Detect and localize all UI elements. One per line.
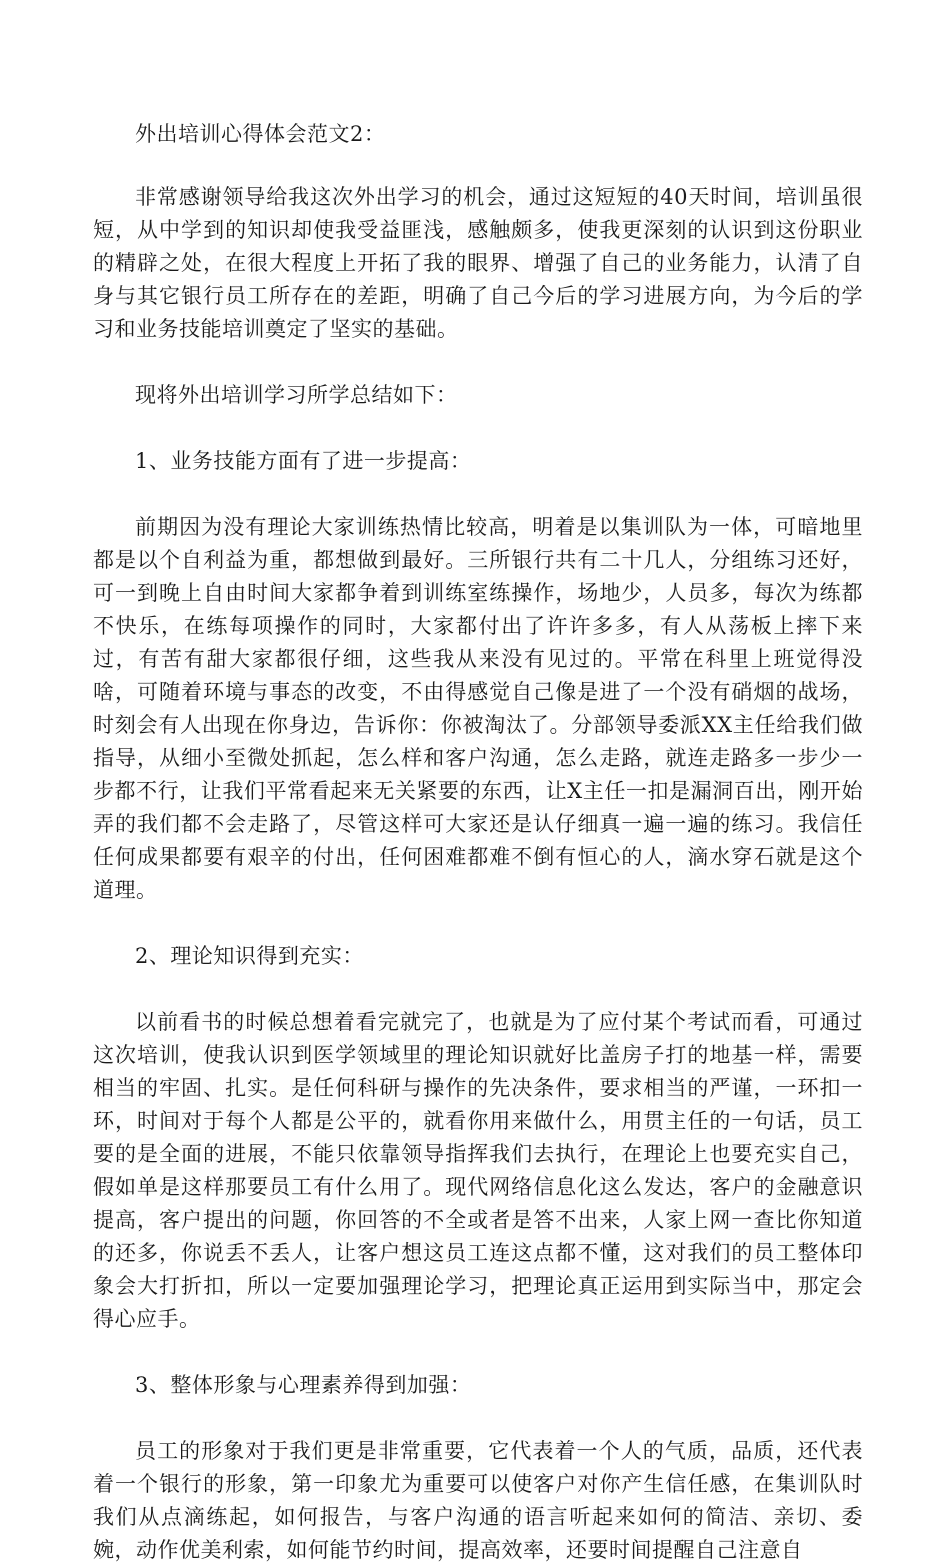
section-3-heading: 3、整体形象与心理素养得到加强： [135, 1373, 472, 1397]
section-2-body: 以前看书的时候总想着看完就完了，也就是为了应付某个考试而看，可通过这次培训，使我认识到医学领域里的理论知识就好比盖房子打的地基一样，需要相当的牢固、扎实。是任何科研与操作的先决条件，要求相当的严谨，一环扣一环，时间对于每个人都是公平的，就看你用来做什么，用贯主任的一句话，员工要的是全面的进展，不能只依靠领导指挥我们去执行，在理论上也要充实自己，假如单是这样那要员工有什么用了。现代网络信息化这么发达，客户的金融意识提高，客户提出的问题，你回答的不全或者是答不出来，人家上网一查比你知道的还多，你说丢不丢人，让客户想这员工连这点都不懂，这对我们的员工整体印象会大打折扣，所以一定要加强理论学习，把理论真正运用到实际当中，那定会得心应手。 [93, 1010, 863, 1331]
section-1-body: 前期因为没有理论大家训练热情比较高，明着是以集训队为一体，可暗地里都是以个自利益为重，都想做到最好。三所银行共有二十几人，分组练习还好，可一到晚上自由时间大家都争着到训练室练操作，场地少，人员多，每次为练都不快乐，在练每项操作的同时，大家都付出了许许多多，有人从荡板上摔下来过，有苦有甜大家都很仔细，这些我从来没有见过的。平常在科里上班觉得没啥，可随着环境与事态的改变，不由得感觉自己像是进了一个没有硝烟的战场，时刻会有人出现在你身边，告诉你：你被淘汰了。分部领导委派XX主任给我们做指导，从细小至微处抓起，怎么样和客户沟通，怎么走路，就连走路多一步少一步都不行，让我们平常看起来无关紧要的东西，让X主任一扣是漏洞百出，刚开始弄的我们都不会走路了，尽管这样可大家还是认仔细真一遍一遍的练习。我信任任何成果都要有艰辛的付出，任何困难都难不倒有恒心的人，滴水穿石就是这个道理。 [93, 515, 863, 902]
section-3-body: 员工的形象对于我们更是非常重要，它代表着一个人的气质，品质，还代表着一个银行的形象，第一印象尤为重要可以使客户对你产生信任感，在集训队时我们从点滴练起，如何报告，与客户沟通的语言听起来如何的简洁、亲切、委婉，动作优美利索，如何能节约时间，提高效率，还要时间提醒自己注意自 [93, 1439, 863, 1562]
section-1-heading: 1、业务技能方面有了进一步提高： [135, 449, 472, 473]
intro-paragraph: 非常感谢领导给我这次外出学习的机会，通过这短短的40天时间，培训虽很短，从中学到的知识却使我受益匪浅，感触颇多，使我更深刻的认识到这份职业的精辟之处，在很大程度上开拓了我的眼界、增强了自己的业务能力，认清了自身与其它银行员工所存在的差距，明确了自己今后的学习进展方向，为今后的学习和业务技能培训奠定了坚实的基础。 [93, 185, 863, 341]
document-title: 外出培训心得体会范文2： [135, 122, 386, 146]
document-body [93, 118, 863, 1567]
section-2-heading: 2、理论知识得到充实： [135, 944, 364, 968]
summary-lead: 现将外出培训学习所学总结如下： [135, 383, 458, 407]
